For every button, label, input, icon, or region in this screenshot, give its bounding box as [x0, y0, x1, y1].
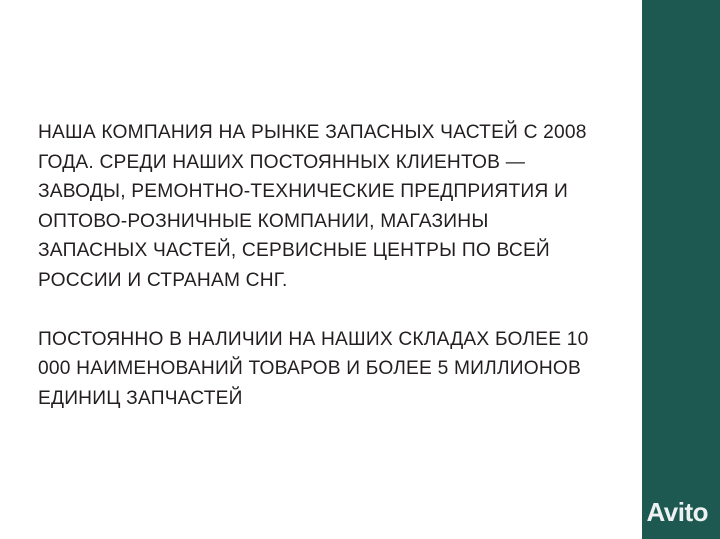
avito-logo-icon: [615, 499, 641, 525]
paragraph-1: НАША КОМПАНИЯ НА РЫНКЕ ЗАПАСНЫХ ЧАСТЕЙ С 2008 ГОДА. СРЕДИ НАШИХ ПОСТОЯННЫХ КЛИЕНТОВ — ЗАВОДЫ, РЕМОНТНО-ТЕХНИЧЕСКИЕ ПРЕДПРИЯТИЯ И ОПТОВО-РОЗНИЧНЫЕ КОМПАНИИ, МАГАЗИНЫ ЗАПАСНЫХ ЧАСТЕЙ, СЕРВИСНЫЕ ЦЕНТРЫ ПО ВСЕЙ РОССИИ И СТРАНАМ СНГ.: [38, 122, 587, 291]
slide-accent-band: [642, 0, 720, 539]
avito-watermark-label: Avito: [646, 497, 708, 527]
avito-watermark: [615, 499, 708, 525]
slide-body: [38, 118, 598, 413]
paragraph-2: ПОСТОЯННО В НАЛИЧИИ НА НАШИХ СКЛАДАХ БОЛЕЕ 10 000 НАИМЕНОВАНИЙ ТОВАРОВ И БОЛЕЕ 5 МИЛЛИОНОВ ЕДИНИЦ ЗАПЧАСТЕЙ: [38, 328, 589, 409]
slide-band-gap: [635, 0, 642, 539]
